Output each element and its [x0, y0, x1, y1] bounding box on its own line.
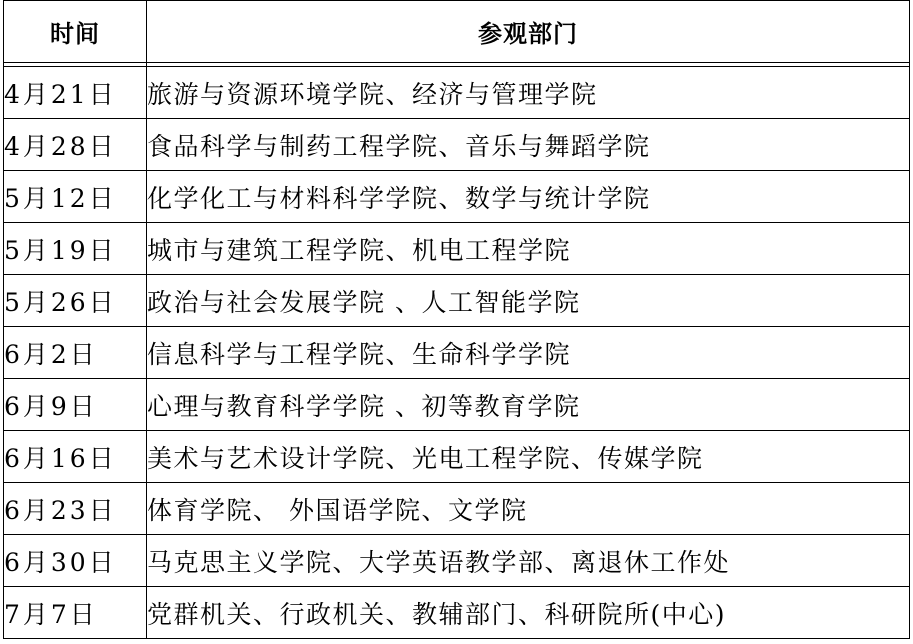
departments-cell: 城市与建筑工程学院、机电工程学院 [147, 223, 910, 275]
date-cell: 5月19日 [4, 223, 147, 275]
departments-cell: 食品科学与制药工程学院、音乐与舞蹈学院 [147, 119, 910, 171]
date-cell: 6月9日 [4, 379, 147, 431]
time-column-header: 时间 [4, 1, 147, 63]
department-column-header: 参观部门 [147, 1, 910, 63]
visit-schedule-table [3, 0, 910, 639]
date-cell: 4月21日 [4, 67, 147, 119]
date-cell: 6月16日 [4, 431, 147, 483]
date-cell: 5月26日 [4, 275, 147, 327]
table-row [4, 483, 910, 535]
table-row [4, 67, 910, 119]
departments-cell: 心理与教育科学学院 、初等教育学院 [147, 379, 910, 431]
departments-cell: 马克思主义学院、大学英语教学部、离退休工作处 [147, 535, 910, 587]
table-row [4, 431, 910, 483]
table-row [4, 119, 910, 171]
header-row [4, 1, 910, 63]
table-row [4, 379, 910, 431]
date-cell: 6月30日 [4, 535, 147, 587]
date-cell: 6月2日 [4, 327, 147, 379]
departments-cell: 化学化工与材料科学学院、数学与统计学院 [147, 171, 910, 223]
date-cell: 4月28日 [4, 119, 147, 171]
table-row [4, 275, 910, 327]
departments-cell: 党群机关、行政机关、教辅部门、科研院所(中心) [147, 587, 910, 639]
table-row [4, 535, 910, 587]
date-cell: 5月12日 [4, 171, 147, 223]
departments-cell: 政治与社会发展学院 、人工智能学院 [147, 275, 910, 327]
table-row [4, 223, 910, 275]
date-cell: 6月23日 [4, 483, 147, 535]
departments-cell: 体育学院、 外国语学院、文学院 [147, 483, 910, 535]
table-row [4, 587, 910, 639]
departments-cell: 信息科学与工程学院、生命科学学院 [147, 327, 910, 379]
table-row [4, 171, 910, 223]
date-cell: 7月7日 [4, 587, 147, 639]
departments-cell: 旅游与资源环境学院、经济与管理学院 [147, 67, 910, 119]
table-row [4, 327, 910, 379]
departments-cell: 美术与艺术设计学院、光电工程学院、传媒学院 [147, 431, 910, 483]
